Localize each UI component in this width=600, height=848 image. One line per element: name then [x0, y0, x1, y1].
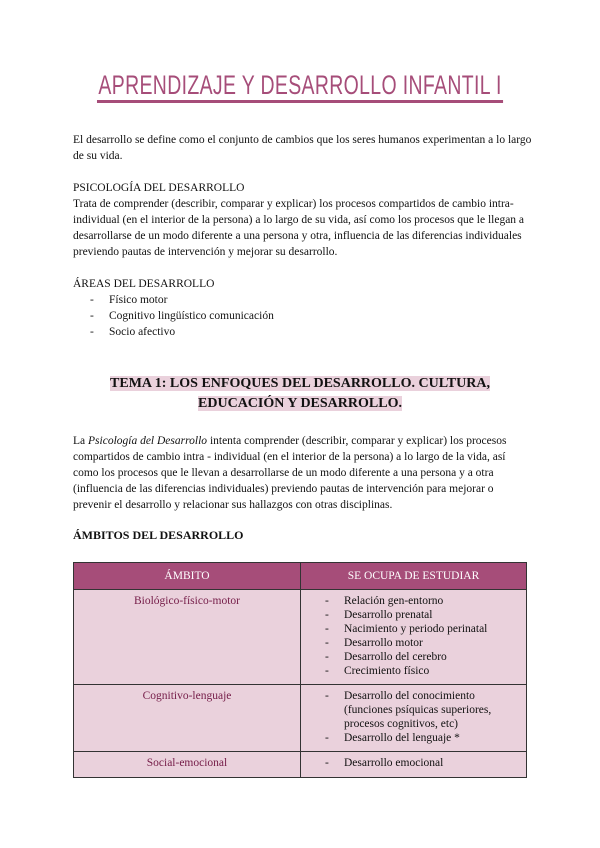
document-title: APRENDIZAJE Y DESARROLLO INFANTIL I [97, 70, 503, 103]
table-header: SE OCUPA DE ESTUDIAR [301, 563, 527, 590]
list-item-text: Desarrollo del lenguaje * [344, 732, 460, 744]
list-item: - Desarrollo del conocimiento (funciones psíquicas superiores, procesos cognitivos, etc) [325, 689, 520, 731]
list-item-text: Socio afectivo [109, 326, 176, 338]
psicologia-text: Trata de comprender (describir, comparar y explicar) los procesos compartidos de cambio intra-individual (en el interior de la persona) a lo largo de su vida, así como los procesos que le llegan a desarrollarse de un modo diferente a una persona y otra, influencia de las diferencias individuales previendo pautas de intervención y mejorar su desarrollo. [73, 198, 525, 258]
list-item: - Nacimiento y periodo perinatal [325, 623, 488, 635]
areas-heading: ÁREAS DEL DESARROLLO [73, 278, 215, 290]
table-header-row [74, 563, 527, 590]
ambitos-table [73, 562, 527, 778]
list-item-text: Desarrollo motor [344, 637, 423, 649]
list-item: - Desarrollo motor [325, 637, 423, 649]
list-item-text: Desarrollo del conocimiento (funciones psíquicas superiores, procesos cognitivos, etc) [344, 690, 492, 730]
list-item: - Crecimiento físico [325, 665, 430, 677]
list-item-text: Crecimiento físico [344, 665, 430, 677]
areas-section [73, 276, 533, 340]
ambito-cell: Cognitivo-lenguaje [74, 685, 301, 752]
tema-paragraph-wrap [73, 433, 533, 513]
list-item-text: Desarrollo prenatal [344, 609, 433, 621]
items-cell [301, 752, 527, 778]
list-item-text: Nacimiento y periodo perinatal [344, 623, 488, 635]
ambitos-heading: ÁMBITOS DEL DESARROLLO [73, 528, 244, 542]
table-header: ÁMBITO [74, 563, 301, 590]
table-row [74, 590, 527, 685]
table-row [74, 685, 527, 752]
list-item: - Socio afectivo [90, 326, 176, 338]
ambito-cell: Biológico-físico-motor [74, 590, 301, 685]
list-item: - Desarrollo del cerebro [325, 651, 447, 663]
list-item: - Desarrollo prenatal [325, 609, 433, 621]
list-item: - Cognitivo lingüístico comunicación [90, 310, 274, 322]
areas-list [73, 292, 533, 340]
ambito-cell: Social-emocional [74, 752, 301, 778]
list-item: - Físico motor [90, 294, 168, 306]
text: intenta comprender (describir, comparar y explicar) los procesos compartidos de cambio intra - individual (en el interior de la persona) a lo largo de la vida, así como los procesos que le llevan a desarrollarse de un modo diferente a una persona y a otra (influencia de las diferencias individuales) previendo pautas de intervención para mejorar o prevenir el desarrollo y relacionar sus hallazgos con otras disciplinas. [73, 435, 507, 511]
italic-term: Psicología del Desarrollo [88, 435, 208, 447]
list-item-text: Desarrollo emocional [344, 757, 444, 769]
tema-paragraph [73, 433, 533, 513]
list-item: - Desarrollo emocional [325, 757, 444, 769]
tema-heading-line1: TEMA 1: LOS ENFOQUES DEL DESARROLLO. CULTURA, [110, 376, 490, 391]
psicologia-section [73, 180, 533, 260]
list-item-text: Físico motor [109, 294, 168, 306]
psicologia-heading: PSICOLOGÍA DEL DESARROLLO [73, 182, 245, 194]
text: La [73, 435, 89, 447]
table-row [74, 752, 527, 778]
list-item-text: Desarrollo del cerebro [344, 651, 447, 663]
intro-paragraph-wrap [73, 132, 533, 164]
list-item: - Desarrollo del lenguaje * [325, 732, 460, 744]
items-cell [301, 685, 527, 752]
document-title-wrap [0, 70, 600, 103]
list-item-text: Relación gen-entorno [344, 595, 444, 607]
list-item: - Relación gen-entorno [325, 595, 444, 607]
list-item-text: Cognitivo lingüístico comunicación [109, 310, 274, 322]
tema-heading-line2: EDUCACIÓN Y DESARROLLO. [198, 396, 402, 411]
tema-heading [73, 374, 527, 414]
items-cell [301, 590, 527, 685]
intro-paragraph: El desarrollo se define como el conjunto de cambios que los seres humanos experimentan a lo largo de su vida. [73, 134, 532, 162]
